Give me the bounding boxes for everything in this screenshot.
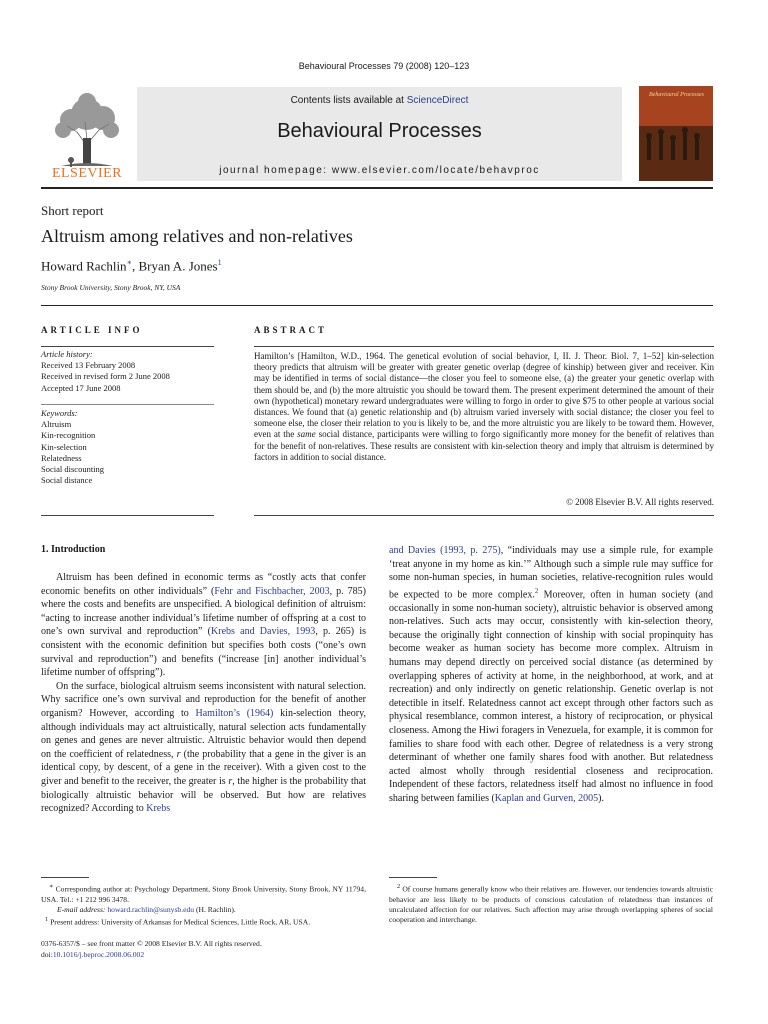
citation-link[interactable]: Hamilton’s (1964)	[195, 707, 274, 719]
article-history	[41, 349, 170, 394]
footnote-right	[389, 882, 713, 925]
abstract-part: social distance, participants were willing to forgo significantly more money for the benefit of relatives than for the benefit of non-relatives. These results are consistent with kin-selection theory and imply that altruism is determined by factors in addition to social distance.	[254, 429, 714, 462]
footnote-mark: ∗	[49, 883, 54, 890]
keywords-label: Keywords:	[41, 408, 78, 418]
section-heading: 1. Introduction	[41, 544, 106, 555]
keyword: Relatedness	[41, 452, 82, 463]
text-run: On the surface, biological altruism seems inconsistent with natural selection. Why sacrifice one’s own survival and reproduction for the benefit of another organism? However, according to	[41, 680, 366, 719]
footnote-mark[interactable]: 1	[217, 258, 222, 267]
variable-r: r	[228, 775, 233, 787]
title-rule	[41, 305, 713, 306]
text-run: , the higher is the probability that biologically altruistic behavior will be observed. But how are relatives recognized? According to	[41, 775, 366, 815]
text-run: , p. 265) is consistent with the economic definition but specifies both costs (“one’s own survival and reproduction”) and benefits (“increase [in] another individual’s lifetime number of offspring”).	[41, 626, 367, 679]
footnote-rule	[389, 877, 437, 878]
doi-line	[41, 950, 366, 960]
citation-link[interactable]: Krebs	[146, 803, 171, 815]
info-rule	[41, 346, 214, 347]
author-name: Bryan A. Jones	[138, 258, 218, 274]
keyword: Altruism	[41, 419, 72, 430]
elsevier-wordmark: ELSEVIER	[51, 166, 123, 181]
journal-homepage[interactable]: journal homepage: www.elsevier.com/locate/behavproc	[219, 165, 540, 176]
citation-link[interactable]: Krebs and Davies, 1993	[211, 626, 316, 638]
paragraph	[41, 680, 366, 816]
header-rule	[41, 187, 713, 189]
variable-r: r	[176, 748, 181, 760]
history-item: Received in revised form 2 June 2008	[41, 371, 170, 382]
keywords-list	[41, 408, 104, 486]
paragraph	[41, 571, 366, 680]
email-suffix: (H. Rachlin).	[194, 904, 236, 914]
abstract-part: Hamilton’s [Hamilton, W.D., 1964. The genetical evolution of social behavior, I, II. J. Theor. Biol. 7, 1–52] kin-selection theory predicts that altruism will be greater with greater genetic overlap (degree of kinship) between giver and receiver. Kin may be identified in terms of social distance—the closer you feel to someone else, (a) the greater your genetic overlap with them should be, and (b) the more altruistic you should be toward them. The present experiment determined the amount of their own (hypothetical) monetary reward undergraduates were willing to forgo in order to give $75 to other people at various social distances. We found that (a) genetic relationship and (b) altruism varied inversely with social distance; the closer you feel to someone else, the closer their relation to you is likely to be, and the more altruistic you are likely to be toward them. However, even at the	[254, 351, 714, 440]
history-item: Accepted 17 June 2008	[41, 382, 121, 393]
elsevier-logo[interactable]	[41, 88, 133, 180]
journal-cover-image	[639, 86, 713, 181]
text-run: Altruism has been defined in economic terms as “costly acts that confer economic benefits on other individuals” (	[41, 572, 366, 597]
email-link[interactable]: howard.rachlin@sunysb.edu	[107, 904, 195, 914]
journal-banner	[137, 87, 622, 181]
journal-reference: Behavioural Processes 79 (2008) 120–123	[298, 61, 470, 71]
citation-link[interactable]: Fehr and Fischbacher, 2003	[214, 585, 330, 597]
abstract-rule	[254, 346, 714, 347]
abstract-heading: ABSTRACT	[254, 325, 328, 335]
email-label: E-mail address:	[57, 904, 108, 914]
text-run: Moreover, often in human society (and occasionally in some non-human society), altruistic behavior is observed among non-relatives. Such acts may occur, consistently with kin-selection theory, because the originally tight connection of kinship with social propinquity has become weaker as human society has become more complex. Altruism in humans may depend directly on perceived social distance (as determined by overlapping spheres of activity at home, in the neighborhood, at work, and at recreation) and only indirectly on genetic relationship. Genetic overlap is not detectible in itself. Relatedness cannot act except through other factors such as physical resemblance, common interest, a history of reciprocation, or physical closeness. Among the Hiwi foragers in Venezuela, for example, it is common for families to share food with each other. Degree of relatedness is a very strong determinant of whether one family shares food with another. But relatedness acted almost wholly through residential closeness and reciprocation. Independent of these factors, relatedness itself had almost no influence in food sharing between families (	[389, 589, 714, 805]
article-title: Altruism among relatives and non-relatives	[41, 226, 353, 246]
footnotes-left	[41, 882, 366, 927]
info-rule	[41, 515, 214, 516]
issn-line: 0376-6357/$ – see front matter © 2008 Elsevier B.V. All rights reserved.	[41, 939, 262, 948]
footnote-text: Of course humans generally know who their relatives are. However, our tendencies towards altruistic behavior are less likely to be products of conscious calculation of relatedness than instances of uncalculated affection for our relatives. Such affection may arise through overlapping spheres of social cooperation and interchange.	[389, 884, 713, 924]
info-rule	[41, 404, 214, 405]
keyword: Kin-recognition	[41, 430, 96, 441]
abstract-rule	[254, 515, 714, 516]
cover-title: Behavioural Processes	[649, 92, 704, 98]
contents-prefix: Contents lists available at	[290, 95, 407, 106]
article-type: Short report	[41, 203, 104, 218]
corresponding-mark[interactable]: ∗	[126, 258, 132, 267]
text-run: (the probability that a gene in the giver is an identical copy, by descent, of a gene in the receiver). With a given cost to the giver and benefit to the receiver, the greater is	[41, 748, 366, 787]
citation-link[interactable]: Kaplan and Gurven, 2005	[494, 793, 599, 805]
article-info-heading: ARTICLE INFO	[41, 325, 143, 335]
history-label: Article history:	[41, 349, 93, 359]
footnote	[41, 882, 366, 905]
author-name: Howard Rachlin	[41, 258, 127, 274]
doi-link[interactable]: 10.1016/j.beproc.2008.06.002	[52, 950, 145, 959]
intro-column-left	[41, 571, 366, 816]
affiliation: Stony Brook University, Stony Brook, NY, USA	[41, 283, 181, 292]
text-run: , “individuals may use a simple rule, for example ‘treat anyone in my home as kin.’” Although such a simple rule may suffice for some non-human species, in human societies, relative-recognition rules would be expected to be more complex.	[389, 545, 713, 601]
footnote-rule	[41, 877, 89, 878]
abstract-emphasis: same	[297, 429, 316, 440]
copyright: © 2008 Elsevier B.V. All rights reserved.	[566, 497, 714, 507]
footnote-mark: 1	[45, 915, 49, 923]
author-separator: ,	[132, 258, 139, 274]
keyword: Kin-selection	[41, 441, 87, 452]
abstract-text	[254, 351, 714, 463]
citation-link[interactable]: and Davies (1993, p. 275)	[389, 545, 501, 556]
keyword: Social distance	[41, 475, 93, 486]
footnote	[41, 915, 366, 928]
contents-line	[137, 95, 622, 106]
footnote-mark[interactable]: 2	[534, 586, 539, 595]
keyword: Social discounting	[41, 464, 105, 475]
footnote-text: Present address: University of Arkansas for Medical Sciences, Little Rock, AR, USA.	[48, 917, 311, 927]
text-run: kin-selection theory, although individuals may act altruistically, natural selection acts fundamentally on genes and genes are never altruistic. Altruistic behavior would then depend on the coefficient of relatedness,	[41, 707, 366, 760]
journal-title: Behavioural Processes	[277, 120, 482, 142]
intro-column-right	[389, 544, 713, 806]
footnote-text: Corresponding author at: Psychology Department, Stony Brook University, Stony Brook, NY 11794, USA. Tel.: +1 212 996 3478.	[41, 884, 366, 904]
author-list	[41, 258, 222, 274]
email-line	[41, 905, 366, 915]
text-run: , p. 785) where the costs and benefits are unspecified. A biological definition of altruism: “acting to increase another individual’s lifetime number of offspring at a cost to one’s own survival and reproduction” (	[41, 585, 366, 638]
text-run: ).	[598, 793, 604, 805]
history-item: Received 13 February 2008	[41, 360, 136, 371]
footnote-mark: 2	[397, 883, 401, 890]
doi-label: doi:	[41, 950, 53, 959]
sciencedirect-link[interactable]: ScienceDirect	[406, 95, 469, 106]
